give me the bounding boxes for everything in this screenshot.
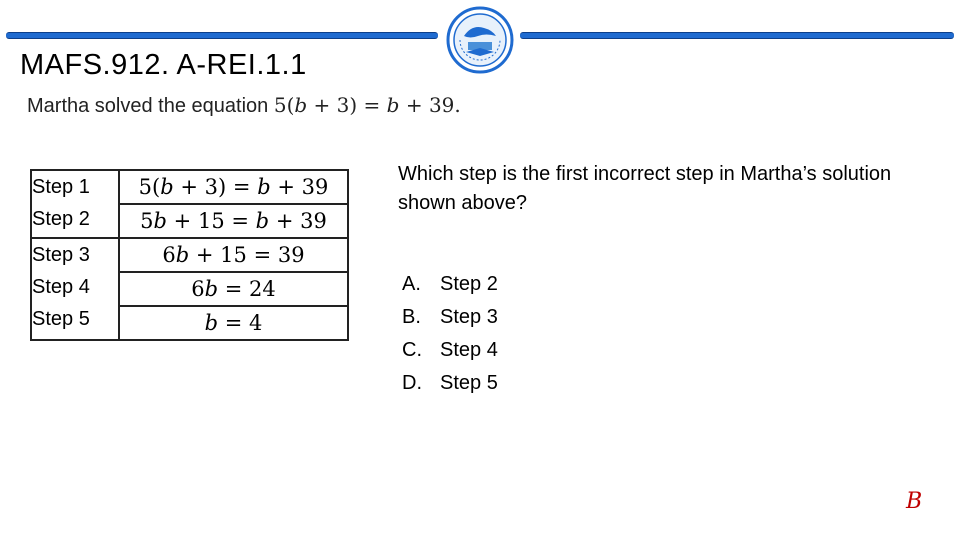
- steps-label-group-1: [31, 170, 119, 238]
- choice-text: Step 2: [440, 273, 498, 295]
- step-label: Step 2: [32, 208, 90, 230]
- given-equation: 5(b + 3) = b + 39.: [273, 93, 461, 117]
- choice-b[interactable]: [402, 301, 498, 334]
- intro-text: Martha solved the equation: [27, 95, 269, 117]
- step-work: 5(b + 3) = b + 39: [119, 170, 348, 204]
- choice-d[interactable]: [402, 367, 498, 400]
- choice-letter: D.: [402, 372, 422, 394]
- choice-letter: B.: [402, 306, 421, 328]
- answer-choices: [402, 268, 498, 400]
- choice-c[interactable]: [402, 334, 498, 367]
- choice-text: Step 4: [440, 339, 498, 361]
- step-work: 6b + 15 = 39: [119, 238, 348, 272]
- problem-intro: [27, 93, 461, 118]
- step-work: 5b + 15 = b + 39: [119, 204, 348, 238]
- step-label: Step 4: [32, 276, 90, 298]
- school-district-seal-icon: [446, 6, 514, 74]
- answer-key: B: [906, 489, 923, 514]
- slide-title: MAFS.912. A-REI.1.1: [20, 49, 307, 81]
- solution-steps-table: [30, 169, 349, 341]
- choice-text: Step 3: [440, 306, 498, 328]
- choice-a[interactable]: [402, 268, 498, 301]
- choice-letter: C.: [402, 339, 422, 361]
- header-bar-right: [520, 32, 954, 39]
- step-work: b = 4: [119, 306, 348, 340]
- header-bar-left: [6, 32, 438, 39]
- step-label: Step 3: [32, 244, 90, 266]
- choice-letter: A.: [402, 273, 421, 295]
- step-work: 6b = 24: [119, 272, 348, 306]
- question-text: Which step is the first incorrect step in Martha’s solution shown above?: [398, 163, 892, 214]
- step-label: Step 5: [32, 308, 90, 330]
- step-label: Step 1: [32, 176, 90, 198]
- steps-label-group-2: [31, 238, 119, 340]
- choice-text: Step 5: [440, 372, 498, 394]
